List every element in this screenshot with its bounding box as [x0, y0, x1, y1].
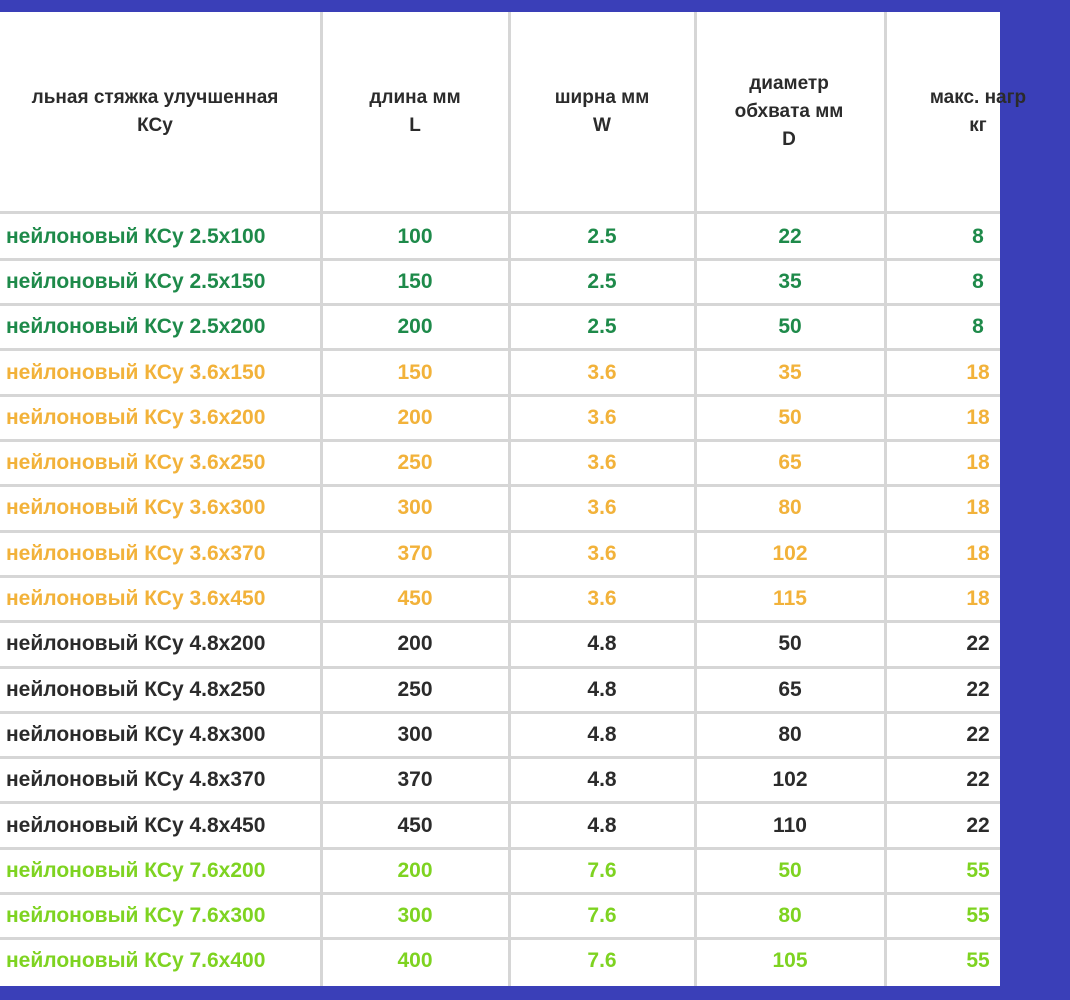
- row-width-cell: 4.8: [587, 677, 617, 701]
- row-width-cell: 3.6: [587, 405, 617, 429]
- row-load-cell: 55: [966, 949, 990, 973]
- row-load-cell: 18: [966, 360, 990, 384]
- table-row: [0, 894, 1000, 939]
- header-width: [510, 12, 694, 212]
- row-name-cell: нейлоновый КСу 7.6х300: [6, 904, 266, 928]
- row-length-cell: 300: [397, 904, 433, 928]
- row-length-cell: 150: [397, 269, 433, 293]
- row-diameter-cell: 102: [772, 768, 808, 792]
- header-diameter-line3: D: [782, 129, 796, 150]
- header-length-line2: L: [409, 115, 421, 136]
- header-name: [0, 12, 320, 212]
- row-length-cell: 250: [397, 677, 433, 701]
- header-diameter: [696, 12, 882, 212]
- row-diameter-cell: 105: [772, 949, 808, 973]
- row-load-cell: 8: [972, 224, 984, 248]
- row-width-cell: 2.5: [587, 269, 617, 293]
- table-row: [0, 848, 1000, 893]
- row-width-cell: 7.6: [587, 904, 617, 928]
- row-name-cell: нейлоновый КСу 4.8х300: [6, 722, 266, 746]
- row-diameter-cell: 80: [778, 904, 802, 928]
- row-diameter-cell: 50: [778, 632, 802, 656]
- header-name-line1: льная стяжка улучшенная: [31, 87, 279, 108]
- row-length-cell: 400: [397, 949, 433, 973]
- header-name-line2: КСу: [137, 115, 173, 136]
- row-length-cell: 150: [397, 360, 433, 384]
- row-diameter-cell: 102: [772, 541, 808, 565]
- row-load-cell: 22: [966, 813, 990, 837]
- row-name-cell: нейлоновый КСу 3.6х450: [6, 587, 266, 611]
- table-row: [0, 576, 1000, 621]
- row-diameter-cell: 50: [778, 405, 802, 429]
- table-grid: [0, 12, 1027, 986]
- row-name-cell: нейлоновый КСу 4.8х200: [6, 632, 266, 656]
- row-length-cell: 200: [397, 315, 433, 339]
- header-diameter-line1: диаметр: [749, 73, 829, 94]
- header-width-line2: W: [593, 115, 611, 136]
- row-length-cell: 250: [397, 451, 433, 475]
- row-length-cell: 300: [397, 496, 433, 520]
- row-load-cell: 22: [966, 768, 990, 792]
- row-width-cell: 3.6: [587, 360, 617, 384]
- header-width-line1: ширна мм: [554, 87, 650, 108]
- table-row: [0, 803, 1000, 848]
- row-load-cell: 8: [972, 315, 984, 339]
- row-name-cell: нейлоновый КСу 3.6х250: [6, 451, 266, 475]
- row-width-cell: 2.5: [587, 224, 617, 248]
- row-load-cell: 18: [966, 496, 990, 520]
- row-name-cell: нейлоновый КСу 3.6х300: [6, 496, 266, 520]
- row-length-cell: 370: [397, 541, 433, 565]
- row-length-cell: 200: [397, 632, 433, 656]
- row-width-cell: 4.8: [587, 632, 617, 656]
- row-name-cell: нейлоновый КСу 4.8х450: [6, 813, 266, 837]
- table-row: [0, 622, 1000, 667]
- row-diameter-cell: 80: [778, 496, 802, 520]
- table-row: [0, 259, 1000, 304]
- row-length-cell: 300: [397, 722, 433, 746]
- row-width-cell: 3.6: [587, 496, 617, 520]
- row-name-cell: нейлоновый КСу 7.6х200: [6, 858, 266, 882]
- row-load-cell: 55: [966, 904, 990, 928]
- table-row: [0, 350, 1000, 395]
- row-load-cell: 8: [972, 269, 984, 293]
- table-row: [0, 214, 1000, 259]
- row-length-cell: 200: [397, 405, 433, 429]
- row-load-cell: 18: [966, 405, 990, 429]
- row-name-cell: нейлоновый КСу 4.8х250: [6, 677, 266, 701]
- spec-table: [0, 12, 1027, 986]
- row-diameter-cell: 50: [778, 858, 802, 882]
- row-name-cell: нейлоновый КСу 3.6х370: [6, 541, 266, 565]
- row-length-cell: 200: [397, 858, 433, 882]
- row-length-cell: 450: [397, 587, 433, 611]
- row-width-cell: 3.6: [587, 587, 617, 611]
- table-row: [0, 395, 1000, 440]
- row-load-cell: 18: [966, 451, 990, 475]
- table-row: [0, 305, 1000, 350]
- row-diameter-cell: 65: [778, 451, 802, 475]
- row-width-cell: 7.6: [587, 949, 617, 973]
- table-row: [0, 531, 1000, 576]
- row-diameter-cell: 110: [773, 813, 807, 837]
- table-row: [0, 712, 1000, 757]
- row-load-cell: 22: [966, 722, 990, 746]
- header-length-line1: длина мм: [369, 87, 461, 108]
- table-row: [0, 486, 1000, 531]
- row-diameter-cell: 80: [778, 722, 802, 746]
- table-row: [0, 758, 1000, 803]
- header-load-line1: макс. нагр: [929, 87, 1027, 108]
- row-width-cell: 4.8: [587, 768, 617, 792]
- header-load-line2: кг: [969, 115, 987, 136]
- row-diameter-cell: 22: [778, 224, 802, 248]
- bottom-border: [0, 986, 1000, 1000]
- row-load-cell: 18: [966, 587, 990, 611]
- table-row: [0, 939, 1000, 984]
- table-row: [0, 667, 1000, 712]
- row-name-cell: нейлоновый КСу 3.6х200: [6, 405, 266, 429]
- row-diameter-cell: 35: [778, 360, 802, 384]
- row-length-cell: 370: [397, 768, 433, 792]
- row-width-cell: 3.6: [587, 451, 617, 475]
- table-row: [0, 441, 1000, 486]
- header-load: [886, 12, 1070, 212]
- row-diameter-cell: 50: [778, 315, 802, 339]
- row-load-cell: 22: [966, 677, 990, 701]
- row-name-cell: нейлоновый КСу 3.6х150: [6, 360, 266, 384]
- row-diameter-cell: 65: [778, 677, 802, 701]
- row-load-cell: 22: [966, 632, 990, 656]
- row-width-cell: 4.8: [587, 722, 617, 746]
- row-width-cell: 4.8: [587, 813, 617, 837]
- row-load-cell: 55: [966, 858, 990, 882]
- header-diameter-line2: обхвата мм: [734, 101, 844, 122]
- row-name-cell: нейлоновый КСу 2.5х200: [6, 315, 266, 339]
- row-width-cell: 7.6: [587, 858, 617, 882]
- row-name-cell: нейлоновый КСу 2.5х150: [6, 269, 266, 293]
- row-diameter-cell: 115: [773, 587, 807, 611]
- row-width-cell: 3.6: [587, 541, 617, 565]
- row-load-cell: 18: [966, 541, 990, 565]
- row-width-cell: 2.5: [587, 315, 617, 339]
- row-name-cell: нейлоновый КСу 4.8х370: [6, 768, 266, 792]
- row-length-cell: 100: [397, 224, 433, 248]
- row-diameter-cell: 35: [778, 269, 802, 293]
- row-name-cell: нейлоновый КСу 7.6х400: [6, 949, 266, 973]
- row-name-cell: нейлоновый КСу 2.5х100: [6, 224, 266, 248]
- header-length: [322, 12, 508, 212]
- row-length-cell: 450: [397, 813, 433, 837]
